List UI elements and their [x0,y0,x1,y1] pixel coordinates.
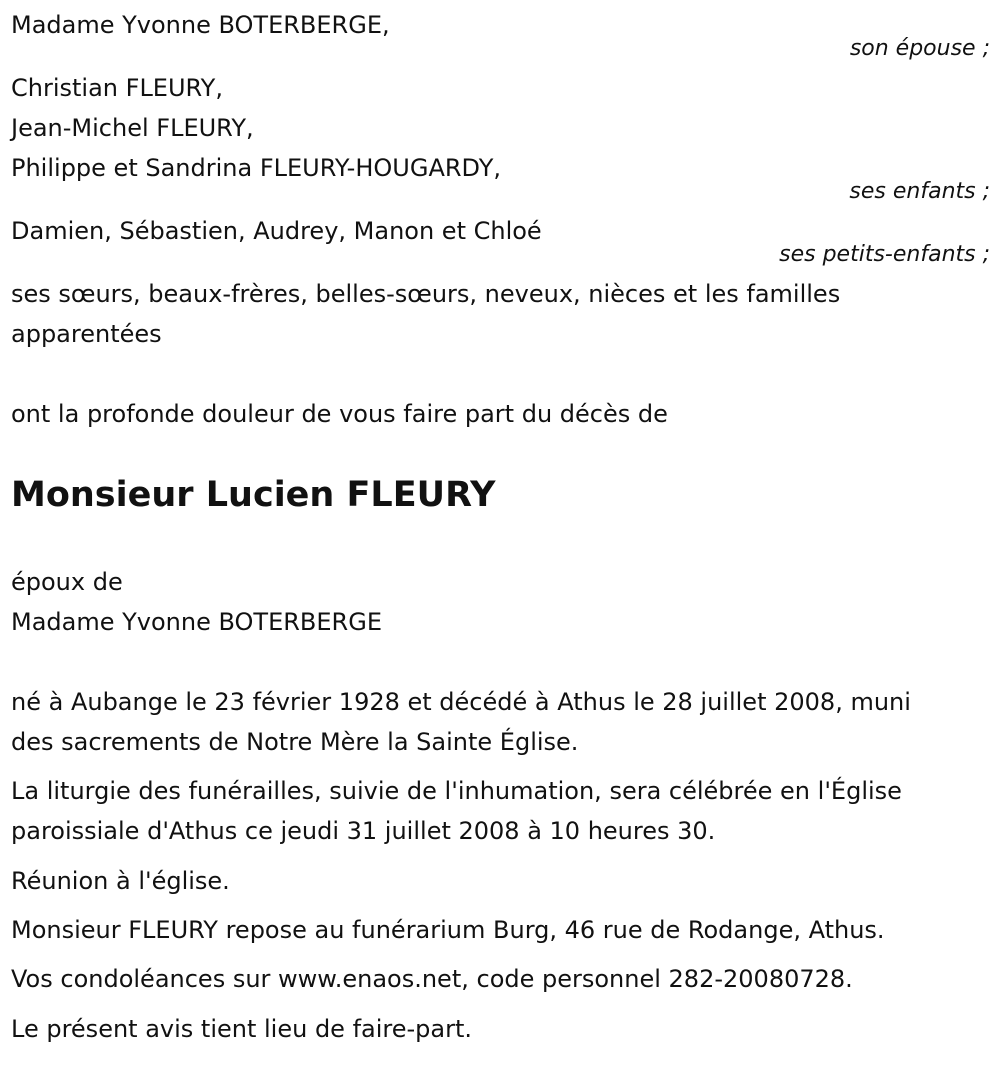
condolences-text: Vos condoléances sur www.enaos.net, code personnel 282-20080728. [11,965,853,993]
deceased-name: Monsieur Lucien FLEURY [11,475,496,515]
spouse-name: Madame Yvonne BOTERBERGE, [11,11,390,39]
child-name: Philippe et Sandrina FLEURY-HOUGARDY, [11,154,501,182]
spouse-of-line: époux de [11,568,123,596]
grandchildren-names: Damien, Sébastien, Audrey, Manon et Chloé [11,217,542,245]
spouse-of-line: Madame Yvonne BOTERBERGE [11,608,382,636]
grandchildren-relation: ses petits-enfants ; [779,242,990,267]
child-name: Christian FLEURY, [11,74,223,102]
notice-text: Le présent avis tient lieu de faire-part. [11,1015,473,1043]
family-line: ses sœurs, beaux-frères, belles-sœurs, neveux, nièces et les familles [11,280,841,308]
child-name: Jean-Michel FLEURY, [11,114,254,142]
gathering-text: Réunion à l'église. [11,867,230,895]
spouse-relation: son épouse ; [849,36,990,61]
resting-place-text: Monsieur FLEURY repose au funérarium Burg, 46 rue de Rodange, Athus. [11,916,885,944]
children-relation: ses enfants ; [849,179,990,204]
birth-death-line: des sacrements de Notre Mère la Sainte Église. [11,728,579,756]
funeral-line: paroissiale d'Athus ce jeudi 31 juillet 2008 à 10 heures 30. [11,817,716,845]
announcement-text: ont la profonde douleur de vous faire part du décès de [11,400,668,428]
birth-death-line: né à Aubange le 23 février 1928 et décédé à Athus le 28 juillet 2008, muni [11,688,911,716]
family-line: apparentées [11,320,162,348]
funeral-line: La liturgie des funérailles, suivie de l'inhumation, sera célébrée en l'Église [11,777,902,805]
